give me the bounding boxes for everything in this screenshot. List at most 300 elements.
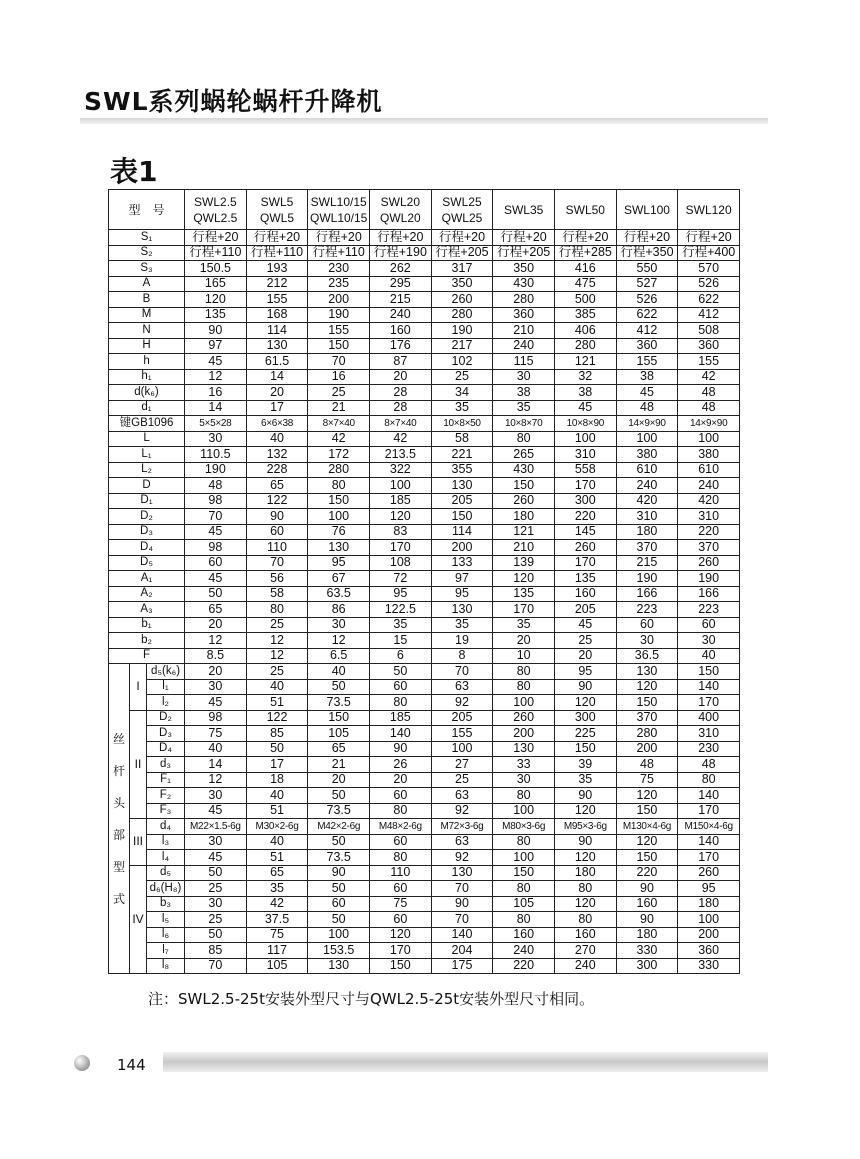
table-cell: 20 [185, 617, 247, 633]
table-row [109, 695, 740, 711]
table-cell: 135 [185, 307, 247, 323]
table-cell: 120 [554, 850, 616, 866]
table-cell: 60 [678, 617, 740, 633]
table-cell: 526 [616, 292, 678, 308]
table-cell: 190 [616, 571, 678, 587]
table-cell: 70 [431, 912, 493, 928]
table-cell: 110 [246, 540, 308, 556]
table-row [109, 524, 740, 540]
table-cell: 122 [246, 493, 308, 509]
table-cell: 12 [185, 772, 247, 788]
table-cell: 185 [370, 710, 432, 726]
table-cell: 34 [431, 385, 493, 401]
table-cell: 70 [246, 555, 308, 571]
row-label: M [109, 307, 185, 323]
table-cell: 25 [308, 385, 370, 401]
table-cell: 30 [185, 788, 247, 804]
table-cell: 176 [370, 338, 432, 354]
row-label: h [109, 354, 185, 370]
table-cell: 30 [185, 431, 247, 447]
table-cell: 416 [554, 261, 616, 277]
table-cell: 25 [246, 664, 308, 680]
table-cell: 100 [308, 927, 370, 943]
row-label: L [109, 431, 185, 447]
table-cell: 45 [185, 695, 247, 711]
table-cell: 155 [678, 354, 740, 370]
table-cell: 280 [431, 307, 493, 323]
table-cell: 121 [554, 354, 616, 370]
table-cell: 240 [678, 478, 740, 494]
table-cell: 120 [185, 292, 247, 308]
table-cell: 30 [185, 834, 247, 850]
table-cell: 130 [246, 338, 308, 354]
table-cell: 160 [616, 896, 678, 912]
table-cell: 60 [185, 555, 247, 571]
row-label: L₂ [109, 462, 185, 478]
table-cell: 30 [493, 772, 555, 788]
side-label: 丝 杆 头 部 型 式 [109, 664, 130, 974]
table-cell: 170 [554, 555, 616, 571]
table-cell: 350 [493, 261, 555, 277]
table-cell: 60 [308, 896, 370, 912]
table-row [109, 555, 740, 571]
table-cell: 97 [431, 571, 493, 587]
table-cell: 17 [246, 757, 308, 773]
table-cell: 80 [493, 431, 555, 447]
table-cell: 50 [308, 679, 370, 695]
table-cell: 170 [554, 478, 616, 494]
model-header-cell: SWL25 QWL25 [431, 190, 493, 230]
table-cell: 204 [431, 943, 493, 959]
table-cell: M48×2-6g [370, 819, 432, 835]
table-cell: 150 [308, 493, 370, 509]
table-cell: 132 [246, 447, 308, 463]
page-header-title: SWL系列蜗轮蜗杆升降机 [84, 87, 383, 116]
row-label: D₅ [109, 555, 185, 571]
table-cell: 60 [246, 524, 308, 540]
table-row [109, 865, 740, 881]
table-cell: 260 [678, 555, 740, 571]
table-cell: 220 [678, 524, 740, 540]
table-cell: M30×2-6g [246, 819, 308, 835]
table-row [109, 648, 740, 664]
table-cell: 170 [678, 850, 740, 866]
table-cell: 100 [616, 431, 678, 447]
table-cell: 610 [678, 462, 740, 478]
table-cell: 300 [554, 493, 616, 509]
row-label: 键GB1096 [109, 416, 185, 432]
table-cell: 95 [370, 586, 432, 602]
table-cell: 213.5 [370, 447, 432, 463]
row-label: S₁ [109, 230, 185, 246]
table-cell: 155 [431, 726, 493, 742]
table-cell: 76 [308, 524, 370, 540]
table-row [109, 307, 740, 323]
table-cell: 45 [616, 385, 678, 401]
table-cell: 140 [370, 726, 432, 742]
table-cell: 80 [493, 664, 555, 680]
table-cell: 80 [678, 772, 740, 788]
footer-bar [163, 1052, 768, 1072]
table-cell: 150 [370, 958, 432, 974]
model-header-cell: SWL10/15 QWL10/15 [308, 190, 370, 230]
table-row [109, 323, 740, 339]
table-cell: 122 [246, 710, 308, 726]
table-row [109, 819, 740, 835]
table-cell: 行程+20 [616, 230, 678, 246]
table-cell: 300 [554, 710, 616, 726]
table-cell: 130 [308, 958, 370, 974]
table-cell: 160 [554, 927, 616, 943]
table-cell: 42 [678, 369, 740, 385]
table-cell: 51 [246, 803, 308, 819]
table-cell: 223 [678, 602, 740, 618]
table-cell: 6.5 [308, 648, 370, 664]
row-label: H [109, 338, 185, 354]
table-cell: 51 [246, 850, 308, 866]
table-cell: 50 [308, 788, 370, 804]
table-cell: 48 [678, 385, 740, 401]
table-cell: 280 [493, 292, 555, 308]
table-cell: 50 [308, 834, 370, 850]
table-row [109, 803, 740, 819]
table-cell: 166 [678, 586, 740, 602]
table-cell: 120 [554, 896, 616, 912]
table-cell: 150.5 [185, 261, 247, 277]
table-cell: 60 [616, 617, 678, 633]
table-cell: 30 [493, 369, 555, 385]
table-cell: 240 [616, 478, 678, 494]
table-row [109, 834, 740, 850]
table-row [109, 958, 740, 974]
table-row [109, 943, 740, 959]
row-label: D₂ [147, 710, 185, 726]
table-row [109, 586, 740, 602]
table-cell: 215 [370, 292, 432, 308]
table-cell: 217 [431, 338, 493, 354]
table-cell: 51 [246, 695, 308, 711]
table-cell: 280 [616, 726, 678, 742]
table-cell: 25 [185, 881, 247, 897]
table-cell: 170 [370, 943, 432, 959]
table-cell: 83 [370, 524, 432, 540]
table-cell: 90 [616, 912, 678, 928]
table-cell: 155 [308, 323, 370, 339]
table-cell: 133 [431, 555, 493, 571]
table-cell: 80 [493, 881, 555, 897]
row-label: d₅ [147, 865, 185, 881]
table-cell: 140 [678, 679, 740, 695]
table-cell: 117 [246, 943, 308, 959]
model-header-cell: SWL5 QWL5 [246, 190, 308, 230]
table-cell: 420 [616, 493, 678, 509]
row-label: d₄ [147, 819, 185, 835]
table-cell: 270 [554, 943, 616, 959]
table-cell: 60 [370, 912, 432, 928]
table-cell: 220 [493, 958, 555, 974]
table-cell: 610 [616, 462, 678, 478]
table-cell: 6×6×38 [246, 416, 308, 432]
table-cell: 行程+205 [431, 245, 493, 261]
table-cell: 27 [431, 757, 493, 773]
table-cell: 550 [616, 261, 678, 277]
table-row [109, 369, 740, 385]
table-cell: M130×4-6g [616, 819, 678, 835]
table-cell: 36.5 [616, 648, 678, 664]
table-cell: 92 [431, 695, 493, 711]
table-row [109, 493, 740, 509]
row-label: l₇ [147, 943, 185, 959]
table-row [109, 679, 740, 695]
table-cell: 230 [308, 261, 370, 277]
model-header-cell: SWL20 QWL20 [370, 190, 432, 230]
table-cell: 8.5 [185, 648, 247, 664]
table-cell: 139 [493, 555, 555, 571]
table-cell: 430 [493, 462, 555, 478]
table-cell: 130 [308, 540, 370, 556]
table-row [109, 788, 740, 804]
table-cell: 130 [431, 478, 493, 494]
table-row [109, 571, 740, 587]
table-cell: 105 [308, 726, 370, 742]
table-cell: 180 [554, 865, 616, 881]
table-cell: 48 [616, 400, 678, 416]
table-cell: 45 [185, 524, 247, 540]
table-cell: 28 [370, 400, 432, 416]
table-cell: 420 [678, 493, 740, 509]
row-label: A₃ [109, 602, 185, 618]
table-cell: 80 [493, 834, 555, 850]
table-cell: 48 [678, 757, 740, 773]
table-row [109, 896, 740, 912]
table-row [109, 431, 740, 447]
row-label: D₃ [147, 726, 185, 742]
table-cell: 108 [370, 555, 432, 571]
table-cell: 6 [370, 648, 432, 664]
table-cell: 30 [185, 896, 247, 912]
table-cell: 行程+350 [616, 245, 678, 261]
table-cell: 25 [554, 633, 616, 649]
table-cell: 40 [246, 431, 308, 447]
table-cell: 72 [370, 571, 432, 587]
table-cell: 114 [431, 524, 493, 540]
table-cell: 35 [493, 617, 555, 633]
table-cell: 行程+110 [246, 245, 308, 261]
model-header-cell: SWL35 [493, 190, 555, 230]
table-cell: 10×8×70 [493, 416, 555, 432]
table-cell: 165 [185, 276, 247, 292]
table-cell: 260 [431, 292, 493, 308]
table-cell: 260 [493, 493, 555, 509]
table-cell: 170 [678, 803, 740, 819]
table-cell: 102 [431, 354, 493, 370]
table-cell: 65 [308, 741, 370, 757]
table-cell: 42 [308, 431, 370, 447]
table-cell: 75 [616, 772, 678, 788]
table-header-row [109, 190, 740, 230]
table-cell: 行程+20 [370, 230, 432, 246]
table-cell: 70 [431, 664, 493, 680]
row-label: l₁ [147, 679, 185, 695]
row-label: L₁ [109, 447, 185, 463]
table-cell: 120 [554, 803, 616, 819]
table-cell: 105 [493, 896, 555, 912]
table-cell: 行程+110 [308, 245, 370, 261]
table-cell: 412 [678, 307, 740, 323]
table-cell: 40 [246, 834, 308, 850]
table-cell: 90 [554, 788, 616, 804]
table-cell: 40 [308, 664, 370, 680]
row-label: S₃ [109, 261, 185, 277]
row-label: D [109, 478, 185, 494]
row-label: l₈ [147, 958, 185, 974]
table-cell: 317 [431, 261, 493, 277]
table-cell: 行程+110 [185, 245, 247, 261]
table-cell: 115 [493, 354, 555, 370]
table-cell: 行程+20 [308, 230, 370, 246]
row-label: B [109, 292, 185, 308]
table-cell: 130 [431, 602, 493, 618]
table-cell: 120 [616, 834, 678, 850]
row-label: D₃ [109, 524, 185, 540]
table-cell: 12 [246, 633, 308, 649]
table-cell: 360 [616, 338, 678, 354]
table-cell: 385 [554, 307, 616, 323]
table-cell: 90 [554, 679, 616, 695]
table-cell: 行程+20 [246, 230, 308, 246]
table-cell: 322 [370, 462, 432, 478]
table-cell: 20 [554, 648, 616, 664]
row-label: D₂ [109, 509, 185, 525]
table-cell: 380 [678, 447, 740, 463]
table-cell: 39 [554, 757, 616, 773]
table-cell: 622 [616, 307, 678, 323]
table-cell: 8×7×40 [370, 416, 432, 432]
table-cell: 120 [493, 571, 555, 587]
table-cell: 406 [554, 323, 616, 339]
group-label: III [130, 819, 147, 866]
table-cell: 38 [616, 369, 678, 385]
header-rule [80, 118, 768, 124]
row-label: b₃ [147, 896, 185, 912]
table-cell: 280 [554, 338, 616, 354]
table-cell: 14×9×90 [616, 416, 678, 432]
table-cell: 223 [616, 602, 678, 618]
table-cell: 160 [370, 323, 432, 339]
table-cell: 300 [616, 958, 678, 974]
table-cell: 10×8×90 [554, 416, 616, 432]
row-label: d₁ [109, 400, 185, 416]
table-row [109, 509, 740, 525]
table-cell: M80×3-6g [493, 819, 555, 835]
table-row [109, 633, 740, 649]
table-cell: 150 [616, 695, 678, 711]
table-cell: 295 [370, 276, 432, 292]
table-cell: 225 [554, 726, 616, 742]
table-row [109, 726, 740, 742]
table-cell: 570 [678, 261, 740, 277]
table-cell: 172 [308, 447, 370, 463]
table-cell: 38 [493, 385, 555, 401]
table-cell: 240 [554, 958, 616, 974]
table-row [109, 664, 740, 680]
table-cell: 100 [431, 741, 493, 757]
table-cell: 475 [554, 276, 616, 292]
table-cell: 63 [431, 834, 493, 850]
table-cell: 140 [431, 927, 493, 943]
table-cell: 145 [554, 524, 616, 540]
model-label-cell: 型 号 [109, 190, 185, 230]
table-cell: 40 [246, 679, 308, 695]
table-cell: 350 [431, 276, 493, 292]
table-cell: 150 [678, 664, 740, 680]
table-cell: 98 [185, 540, 247, 556]
table-cell: 8 [431, 648, 493, 664]
table-cell: 95 [308, 555, 370, 571]
row-label: d₃ [147, 757, 185, 773]
table-cell: 行程+400 [678, 245, 740, 261]
table-cell: 45 [185, 803, 247, 819]
table-cell: 100 [493, 850, 555, 866]
table-cell: 175 [431, 958, 493, 974]
row-label: b₂ [109, 633, 185, 649]
table-cell: 70 [185, 958, 247, 974]
table-cell: 558 [554, 462, 616, 478]
row-label: F [109, 648, 185, 664]
table-cell: 205 [431, 493, 493, 509]
table-cell: 260 [493, 710, 555, 726]
table-cell: 28 [370, 385, 432, 401]
spec-table [108, 189, 740, 974]
table-cell: 90 [616, 881, 678, 897]
table-cell: 50 [185, 927, 247, 943]
table-cell: 122.5 [370, 602, 432, 618]
row-label: l₅ [147, 912, 185, 928]
table-cell: M22×1.5-6g [185, 819, 247, 835]
row-label: D₁ [109, 493, 185, 509]
table-cell: 221 [431, 447, 493, 463]
table-row [109, 850, 740, 866]
table-cell: 35 [370, 617, 432, 633]
table-cell: 121 [493, 524, 555, 540]
table-cell: 100 [308, 509, 370, 525]
table-cell: 10 [493, 648, 555, 664]
table-cell: 210 [493, 540, 555, 556]
table-cell: 85 [185, 943, 247, 959]
table-cell: 180 [678, 896, 740, 912]
group-label: II [130, 710, 147, 819]
table-cell: 8×7×40 [308, 416, 370, 432]
row-label: D₄ [109, 540, 185, 556]
table-cell: 73.5 [308, 695, 370, 711]
group-label: I [130, 664, 147, 711]
table-cell: M150×4-6g [678, 819, 740, 835]
table-cell: 48 [678, 400, 740, 416]
table-cell: 35 [554, 772, 616, 788]
table-cell: 40 [678, 648, 740, 664]
table-cell: 60 [370, 788, 432, 804]
table-cell: 行程+20 [493, 230, 555, 246]
table-cell: 120 [554, 695, 616, 711]
table-cell: 370 [678, 540, 740, 556]
table-cell: 30 [185, 679, 247, 695]
table-row [109, 912, 740, 928]
table-cell: 110 [370, 865, 432, 881]
table-cell: 430 [493, 276, 555, 292]
table-cell: 235 [308, 276, 370, 292]
table-cell: 61.5 [246, 354, 308, 370]
table-cell: 80 [493, 679, 555, 695]
